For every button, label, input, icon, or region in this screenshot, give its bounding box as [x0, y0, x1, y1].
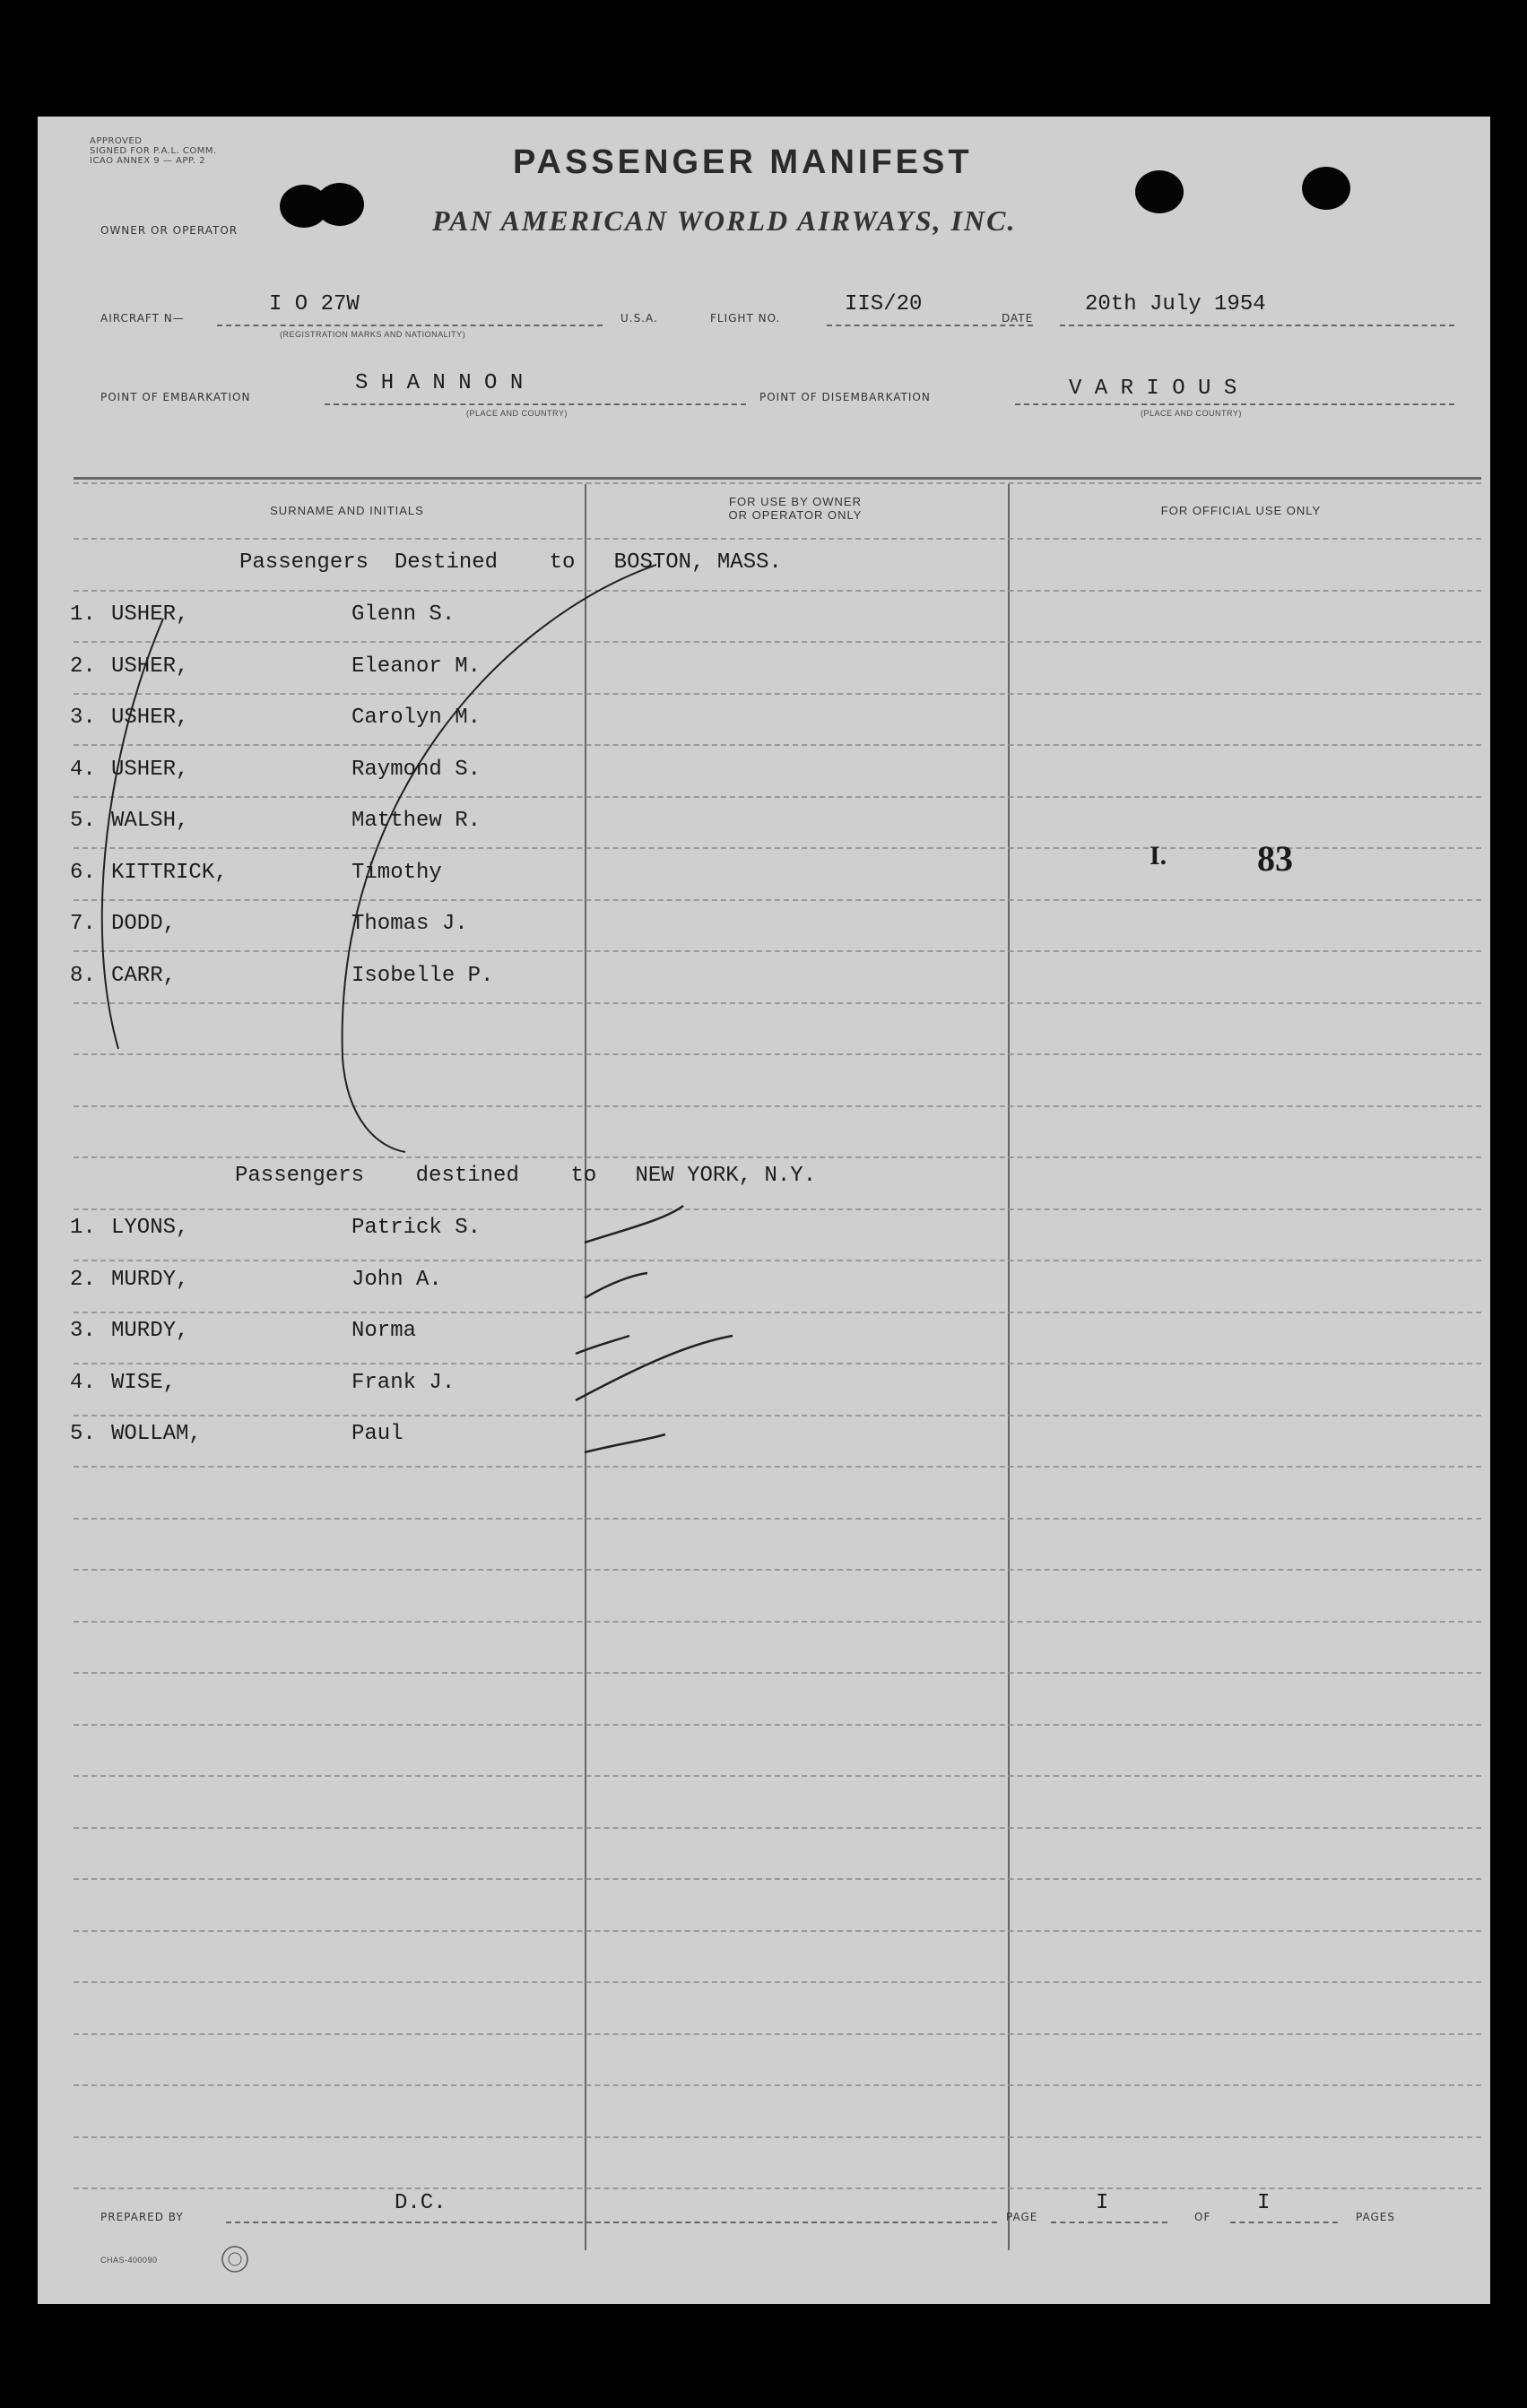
of-underline [1230, 2222, 1338, 2223]
disembarkation-caption: (PLACE AND COUNTRY) [1141, 409, 1242, 418]
passenger-given-names: Timothy [351, 860, 442, 885]
passenger-given-names: Norma [351, 1319, 417, 1343]
embarkation-caption: (PLACE AND COUNTRY) [466, 409, 568, 418]
passenger-number: 8. [70, 963, 96, 988]
page-title: PASSENGER MANIFEST [513, 143, 973, 181]
column-header-official: FOR OFFICIAL USE ONLY [1160, 504, 1322, 517]
flight-value: IIS/20 [845, 292, 923, 316]
pen-stroke [585, 1206, 683, 1243]
passenger-surname: KITTRICK, [111, 860, 228, 885]
passenger-surname: USHER, [111, 602, 189, 627]
pages-label: PAGES [1356, 2211, 1395, 2223]
passenger-number: 4. [70, 757, 96, 782]
page-value: I [1096, 2191, 1109, 2215]
of-value: I [1257, 2191, 1271, 2215]
passenger-surname: USHER, [111, 706, 189, 730]
passenger-number: 4. [70, 1370, 96, 1395]
passenger-number: 5. [70, 809, 96, 833]
passenger-given-names: Paul [351, 1422, 403, 1446]
prepared-label: PREPARED BY [100, 2211, 184, 2223]
page-label: PAGE [1006, 2211, 1038, 2223]
passenger-number: 2. [70, 654, 96, 679]
form-number: CHAS-400090 [100, 2256, 158, 2265]
passenger-number: 1. [70, 602, 96, 627]
pen-stroke [102, 619, 163, 1049]
passenger-surname: WOLLAM, [111, 1422, 202, 1446]
group-heading: Passengers destined to NEW YORK, N.Y. [235, 1164, 817, 1188]
pen-stroke [585, 1434, 665, 1452]
aircraft-value: I O 27W [269, 292, 360, 316]
date-label: DATE [1002, 312, 1034, 325]
union-seal-icon [217, 2241, 253, 2277]
passenger-surname: MURDY, [111, 1267, 189, 1292]
owner-header-line: FOR USE BY OWNER [729, 495, 862, 508]
passenger-given-names: Carolyn M. [351, 706, 482, 730]
of-label: OF [1194, 2211, 1211, 2223]
prepared-underline [226, 2222, 997, 2223]
manifest-page [38, 117, 1490, 2304]
column-header-surname: SURNAME AND INITIALS [270, 504, 424, 517]
pen-marks [38, 117, 1490, 2304]
passenger-surname: USHER, [111, 757, 189, 782]
passenger-given-names: Eleanor M. [351, 654, 482, 679]
official-mark-prefix: I. [1150, 841, 1167, 871]
passenger-surname: DODD, [111, 912, 177, 936]
passenger-given-names: Isobelle P. [351, 963, 494, 988]
country-label: U.S.A. [620, 312, 658, 325]
disembarkation-value: V A R I O U S [1069, 377, 1237, 401]
embarkation-label: POINT OF EMBARKATION [100, 391, 251, 403]
passenger-surname: MURDY, [111, 1319, 189, 1343]
passenger-number: 3. [70, 706, 96, 730]
pen-stroke [576, 1336, 629, 1354]
passenger-number: 1. [70, 1216, 96, 1240]
passenger-given-names: Thomas J. [351, 912, 468, 936]
passenger-surname: WISE, [111, 1370, 177, 1395]
passenger-surname: USHER, [111, 654, 189, 679]
date-value: 20th July 1954 [1085, 292, 1266, 316]
passenger-given-names: Matthew R. [351, 809, 482, 833]
page-underline [1051, 2222, 1167, 2223]
owner-label: OWNER OR OPERATOR [100, 224, 239, 237]
passenger-number: 6. [70, 860, 96, 885]
approval-line: ICAO ANNEX 9 — APP. 2 [90, 156, 206, 166]
embarkation-value: S H A N N O N [355, 371, 524, 395]
aircraft-label: AIRCRAFT N— [100, 312, 185, 325]
approval-line: APPROVED [90, 136, 143, 146]
registration-caption: (REGISTRATION MARKS AND NATIONALITY) [280, 330, 466, 339]
approval-line: SIGNED FOR P.A.L. COMM. [90, 146, 217, 156]
owner-header-line: OR OPERATOR ONLY [728, 508, 863, 522]
disembarkation-label: POINT OF DISEMBARKATION [759, 391, 931, 403]
carrier-name: PAN AMERICAN WORLD AIRWAYS, INC. [432, 204, 1017, 237]
passenger-surname: LYONS, [111, 1216, 189, 1240]
pen-stroke [343, 565, 656, 1152]
group-heading: Passengers Destined to BOSTON, MASS. [239, 550, 782, 575]
flight-label: FLIGHT NO. [710, 312, 781, 325]
passenger-number: 3. [70, 1319, 96, 1343]
passenger-number: 7. [70, 912, 96, 936]
passenger-number: 2. [70, 1267, 96, 1292]
passenger-given-names: John A. [351, 1267, 442, 1292]
passenger-given-names: Raymond S. [351, 757, 482, 782]
passenger-given-names: Frank J. [351, 1370, 455, 1395]
pen-stroke [585, 1273, 647, 1298]
passenger-surname: CARR, [111, 963, 177, 988]
prepared-value: D.C. [395, 2191, 447, 2215]
passenger-given-names: Patrick S. [351, 1216, 482, 1240]
passenger-given-names: Glenn S. [351, 602, 455, 627]
official-mark-number: 83 [1257, 838, 1293, 879]
passenger-surname: WALSH, [111, 809, 189, 833]
passenger-number: 5. [70, 1422, 96, 1446]
